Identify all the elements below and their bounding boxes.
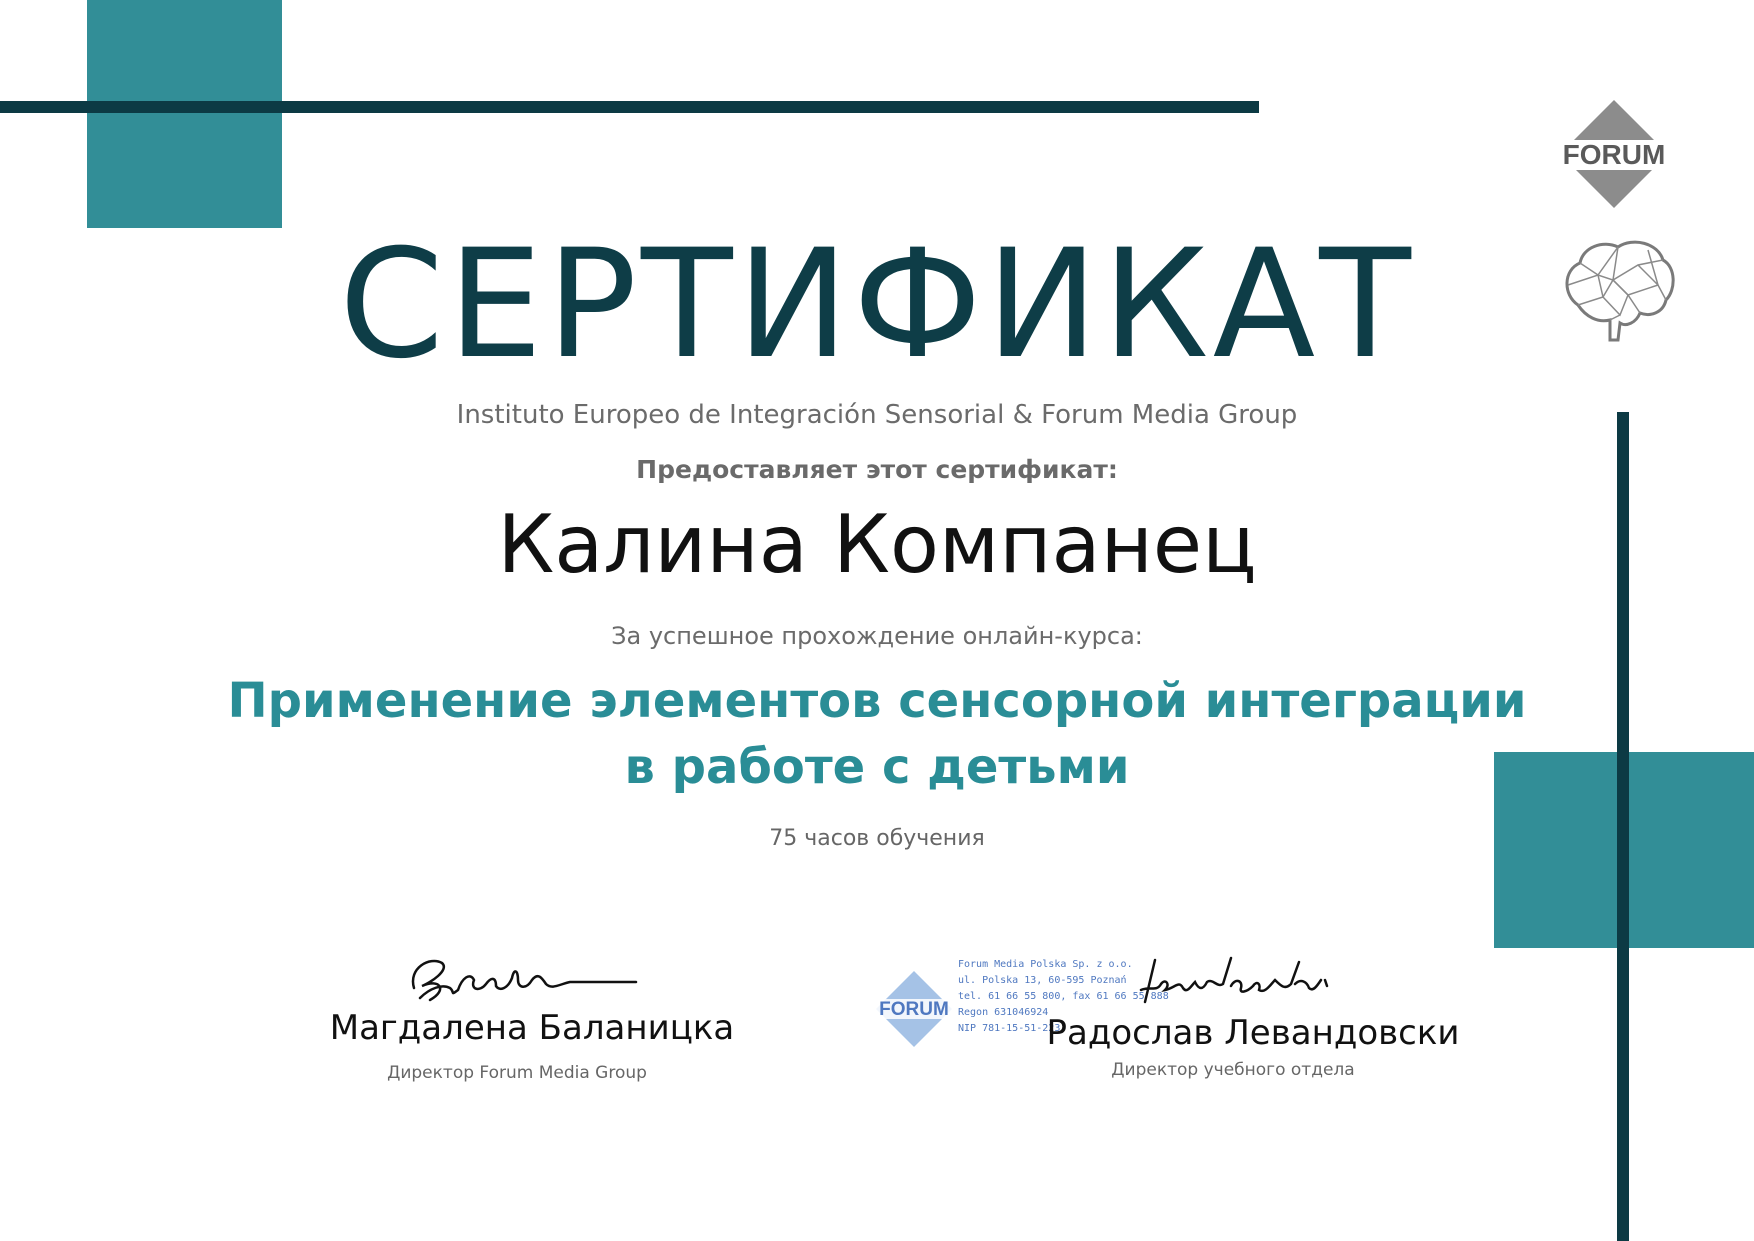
stamp-logo-text: FORUM <box>879 999 949 1020</box>
right-signer-name: Радослав Левандовски <box>1046 1013 1460 1053</box>
course-title-line1: Применение элементов сенсорной интеграции <box>227 673 1527 729</box>
stamp-line-2: ul. Polska 13, 60-595 Poznań <box>958 975 1127 986</box>
top-left-square <box>87 0 282 228</box>
left-signer-role: Директор Forum Media Group <box>387 1063 647 1083</box>
certificate-title: СЕРТИФИКАТ <box>339 218 1415 392</box>
forum-logo-text: FORUM <box>1562 139 1666 170</box>
stamp-line-5: NIP 781-15-51-223 <box>958 1023 1061 1034</box>
forum-logo-diamond-icon <box>1558 98 1670 210</box>
course-title-line2: в работе с детьми <box>624 739 1130 795</box>
stamp-line-4: Regon 631046924 <box>958 1007 1049 1018</box>
course-title <box>0 668 1754 800</box>
forum-logo <box>1558 98 1670 210</box>
stamp-line-3: tel. 61 66 55 800, fax 61 66 55 888 <box>958 991 1169 1002</box>
grant-line: Предоставляет этот сертификат: <box>636 455 1118 484</box>
recipient-name: Калина Компанец <box>497 498 1257 591</box>
left-signer-name: Магдалена Баланицка <box>329 1008 735 1048</box>
course-intro: За успешное прохождение онлайн-курса: <box>611 622 1143 650</box>
course-hours: 75 часов обучения <box>769 826 985 851</box>
stamp-forum-icon <box>872 971 956 1047</box>
top-rule <box>0 101 1259 113</box>
stamp-line-1: Forum Media Polska Sp. z o.o. <box>958 959 1133 970</box>
right-signer-role: Директор учебного отдела <box>1111 1060 1355 1080</box>
issuer-organization: Instituto Europeo de Integración Sensorial & Forum Media Group <box>456 400 1298 430</box>
right-signature-scribble <box>1135 950 1345 1010</box>
left-signature-scribble <box>400 948 650 1008</box>
